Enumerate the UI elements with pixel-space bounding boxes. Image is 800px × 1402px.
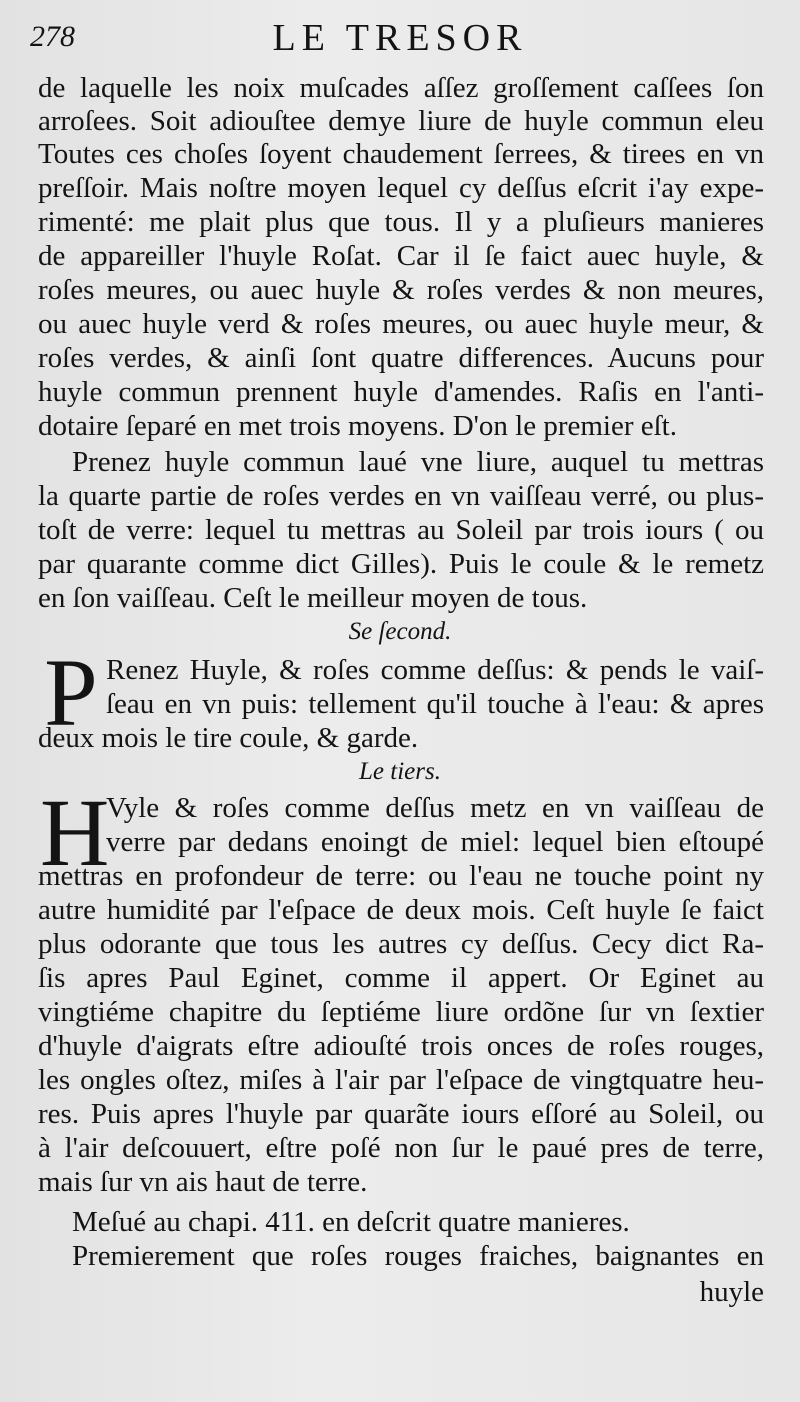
text-line: ſis apres Paul Eginet, comme il appert. Or Eginet au <box>38 962 764 994</box>
text-line: toſt de verre: lequel tu mettras au Soleil par trois iours ( ou <box>38 514 764 546</box>
drop-cap: H <box>40 779 110 886</box>
text-line: ou auec huyle verd & roſes meures, ou auec huyle meur, & <box>38 308 764 340</box>
text-line: en ſon vaiſſeau. Ceſt le meilleur moyen de tous. <box>38 582 588 614</box>
text-line: huyle commun prennent huyle d'amendes. Raſis en l'anti- <box>38 376 764 408</box>
text-line: dotaire ſeparé en met trois moyens. D'on le premier eſt. <box>38 410 677 442</box>
text-line: de laquelle les noix muſcades aſſez groſſement caſſees ſon <box>38 72 764 104</box>
text-line: Toutes ces choſes ſoyent chaudement ſerrees, & tirees en vn <box>38 138 764 170</box>
section-heading: Le tiers. <box>359 758 441 785</box>
running-title: LE TRESOR <box>272 17 528 59</box>
text-line: roſes meures, ou auec huyle & roſes verdes & non meures, <box>38 274 764 306</box>
text-line: arroſees. Soit adiouſtee demye liure de huyle commun eleu <box>38 105 764 137</box>
text-line: plus odorante que tous les autres cy deſſus. Cecy dict Ra- <box>38 928 764 960</box>
text-line: Meſué au chapi. 411. en deſcrit quatre manieres. <box>72 1206 630 1238</box>
drop-cap: P <box>44 639 98 746</box>
text-line: autre humidité par l'eſpace de deux mois. Ceſt huyle ſe faict <box>38 894 764 926</box>
text-line: par quarante comme dict Gilles). Puis le coule & le remetz <box>38 548 764 580</box>
folio-number: 278 <box>30 20 75 53</box>
text-line: la quarte partie de roſes verdes en vn vaiſſeau verré, ou plus- <box>38 480 764 512</box>
text-line: roſes verdes, & ainſi ſont quatre differences. Aucuns pour <box>38 342 764 374</box>
text-line: vingtiéme chapitre du ſeptiéme liure ordõne ſur vn ſextier <box>38 996 764 1028</box>
text-line: à l'air deſcouuert, eſtre poſé non ſur le paué pres de terre, <box>38 1132 764 1164</box>
text-line: mais ſur vn ais haut de terre. <box>38 1166 368 1198</box>
text-line: Prenez huyle commun laué vne liure, auquel tu mettras <box>72 446 764 478</box>
text-line: verre par dedans enoingt de miel: lequel bien eſtoupé <box>106 826 764 858</box>
section-heading: Se ſecond. <box>348 618 452 645</box>
page-header <box>30 16 770 60</box>
text-line: les ongles oſtez, miſes à l'air par l'eſpace de vingtquatre heu- <box>38 1064 764 1096</box>
text-line: de appareiller l'huyle Roſat. Car il ſe faict auec huyle, & <box>38 240 764 272</box>
text-line: deux mois le tire coule, & garde. <box>38 722 419 754</box>
text-line: preſſoir. Mais noſtre moyen lequel cy deſſus eſcrit i'ay expe- <box>38 172 764 204</box>
text-line: mettras en profondeur de terre: ou l'eau ne touche point ny <box>38 860 764 892</box>
text-line: Renez Huyle, & roſes comme deſſus: & pends le vaiſ- <box>106 654 764 686</box>
text-line: Premierement que roſes rouges fraiches, baignantes en <box>72 1240 764 1272</box>
text-line: res. Puis apres l'huyle par quarãte iours eſſoré au Soleil, ou <box>38 1098 764 1130</box>
text-line: Vyle & roſes comme deſſus metz en vn vaiſſeau de <box>106 792 764 824</box>
catchword: huyle <box>699 1276 764 1308</box>
text-line: ſeau en vn puis: tellement qu'il touche à l'eau: & apres <box>106 688 764 720</box>
text-line: d'huyle d'aigrats eſtre adiouſté trois onces de roſes rouges, <box>38 1030 764 1062</box>
text-line: rimenté: me plait plus que tous. Il y a pluſieurs manieres <box>38 206 764 238</box>
